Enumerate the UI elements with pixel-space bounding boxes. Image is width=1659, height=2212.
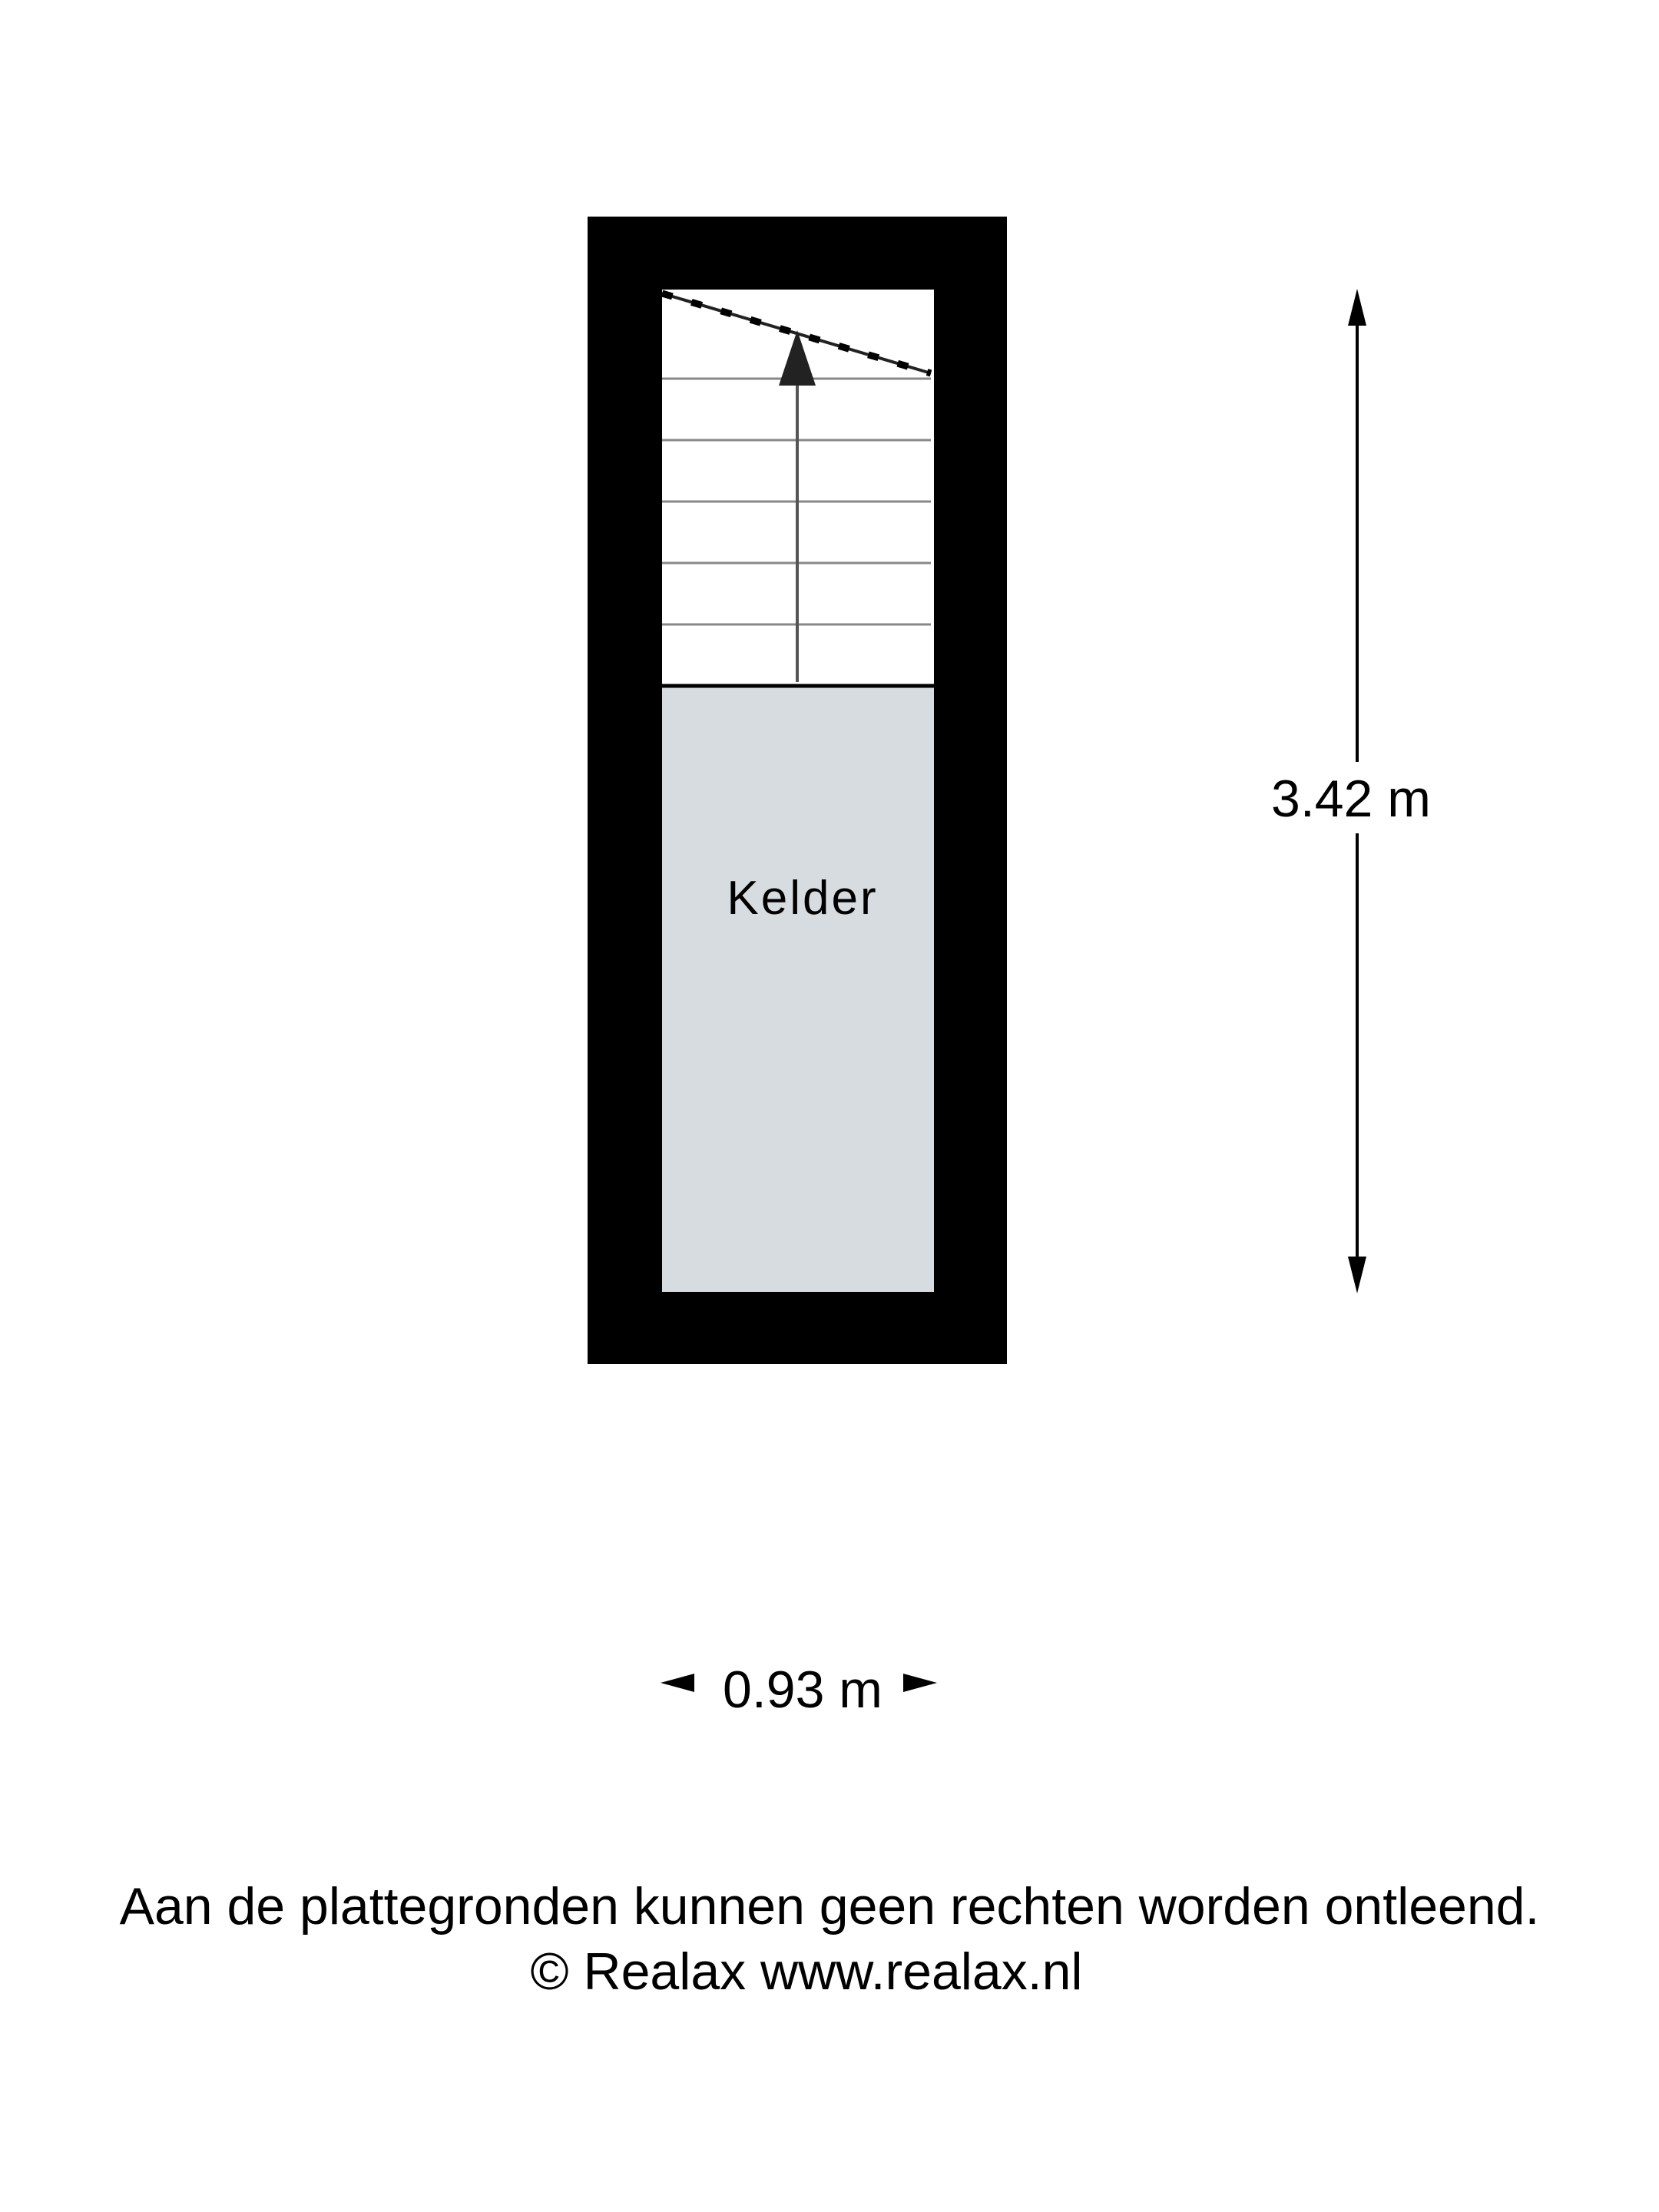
height-arrow-bottom-icon xyxy=(1348,1257,1366,1293)
copyright-text: © Realax www.realax.nl xyxy=(530,1942,1083,2001)
room-kelder xyxy=(662,686,934,1292)
height-dimension-label: 3.42 m xyxy=(1271,764,1471,833)
height-arrow-top-icon xyxy=(1348,289,1366,326)
width-arrow-left-icon xyxy=(661,1674,694,1692)
width-arrow-right-icon xyxy=(903,1674,937,1692)
width-dimension-label: 0.93 m xyxy=(723,1661,882,1719)
room-label-kelder: Kelder xyxy=(727,872,879,925)
disclaimer-text: Aan de plattegronden kunnen geen rechten worden ontleend. xyxy=(119,1877,1540,1936)
